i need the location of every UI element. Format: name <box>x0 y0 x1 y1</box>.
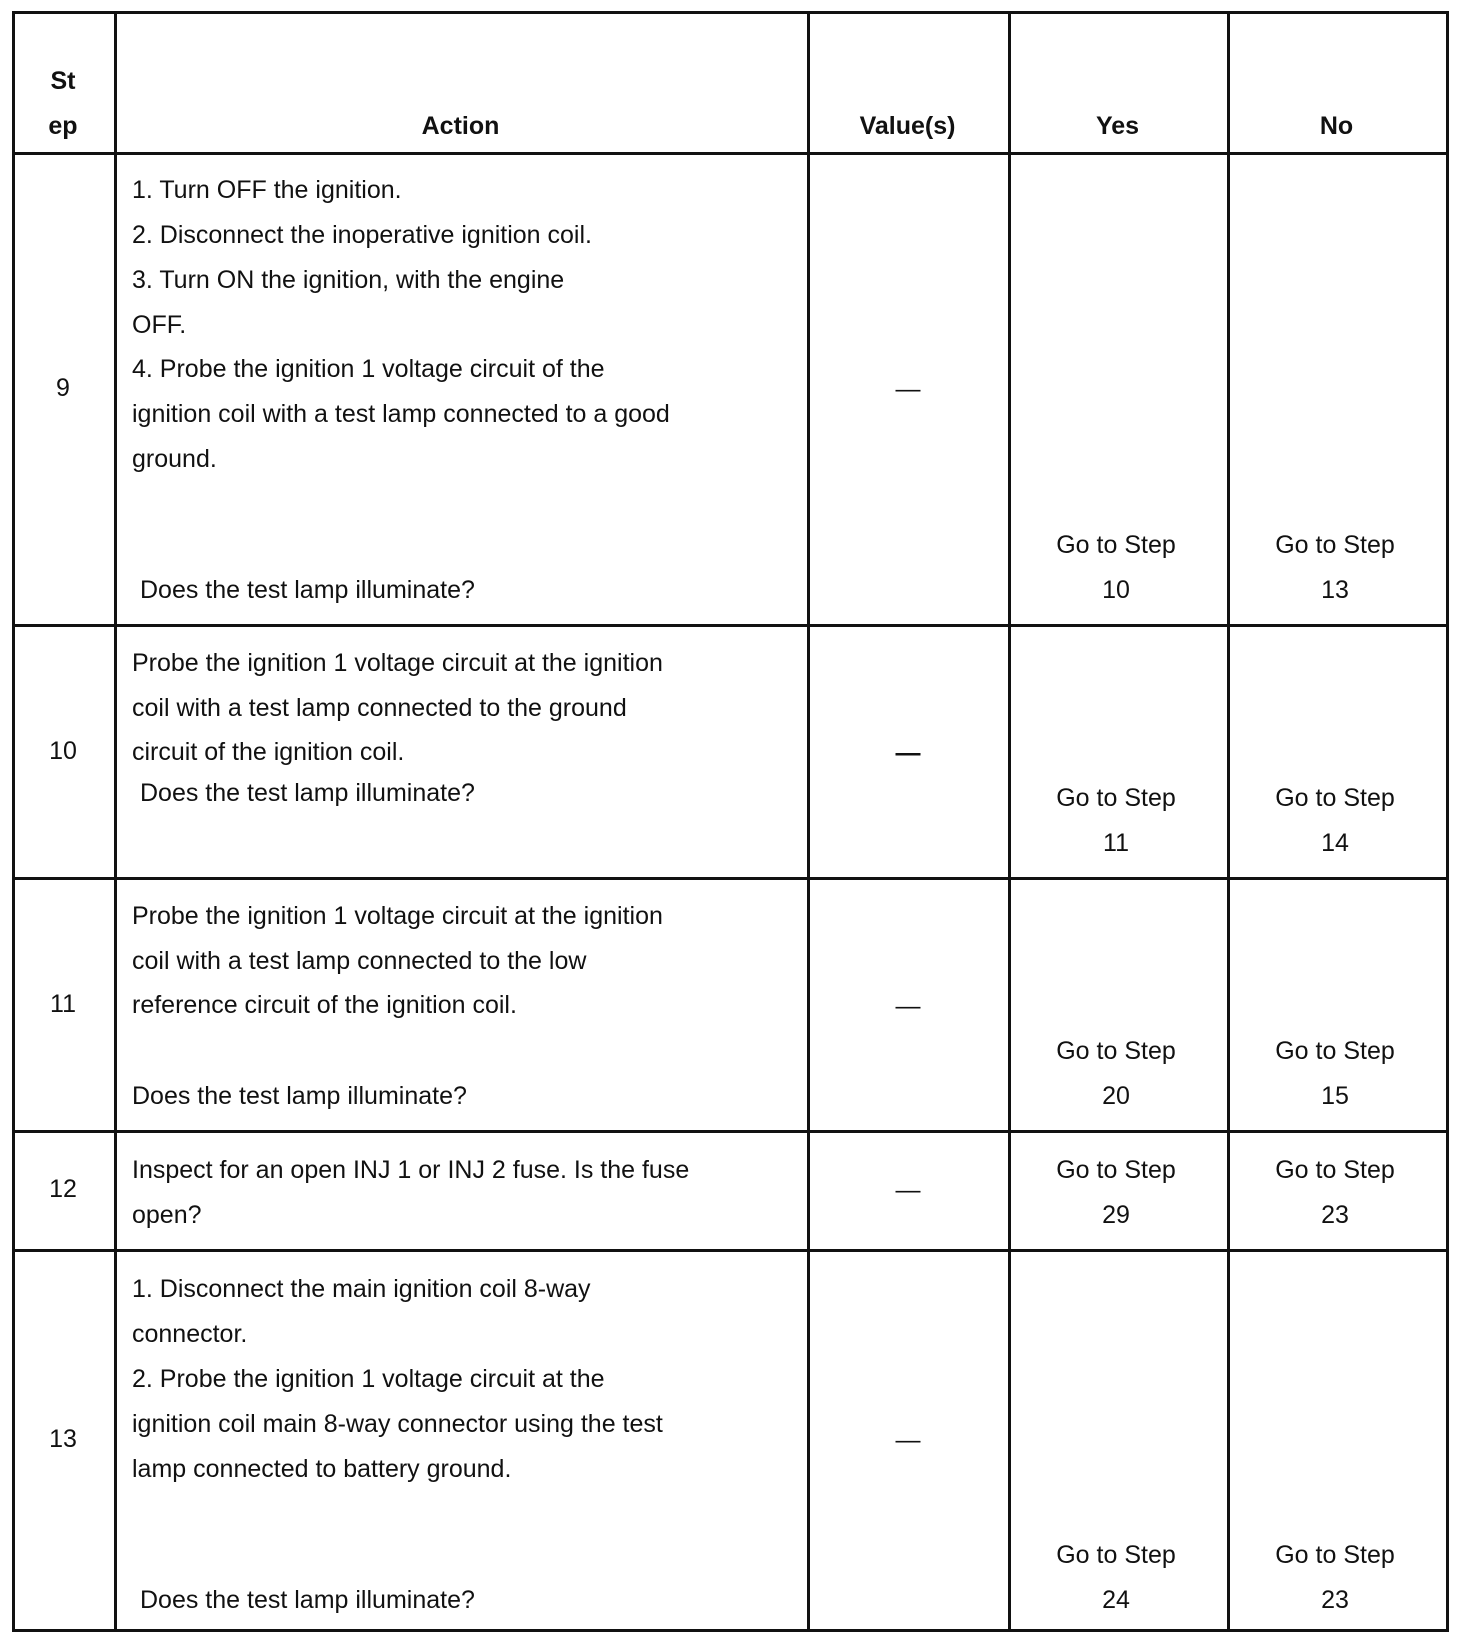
grid-line <box>12 1249 1449 1252</box>
yes-step-number: 24 <box>1102 1586 1130 1614</box>
action-line: ground. <box>132 445 217 473</box>
action-line: circuit of the ignition coil. <box>132 738 405 766</box>
yes-step-number: 20 <box>1102 1082 1130 1110</box>
no-step-number: 13 <box>1321 576 1349 604</box>
diagnostic-table <box>12 11 1449 1632</box>
step-number: 9 <box>56 374 70 402</box>
action-question: Does the test lamp illuminate? <box>140 576 475 604</box>
yes-go-to: Go to Step <box>1056 1037 1176 1065</box>
grid-line <box>12 11 15 1632</box>
action-line: Probe the ignition 1 voltage circuit at the ignition <box>132 649 663 677</box>
step-number: 11 <box>50 990 76 1018</box>
action-line: 1. Turn OFF the ignition. <box>132 176 402 204</box>
grid-line <box>12 877 1449 880</box>
step-number: 12 <box>49 1175 77 1203</box>
action-line: ignition coil main 8-way connector using the test <box>132 1410 663 1438</box>
action-question: Does the test lamp illuminate? <box>140 779 475 807</box>
grid-line <box>12 152 1449 155</box>
value-dash: — <box>895 1426 921 1454</box>
yes-go-to: Go to Step <box>1056 1156 1176 1184</box>
action-line: 2. Disconnect the inoperative ignition coil. <box>132 221 592 249</box>
no-go-to: Go to Step <box>1275 1037 1395 1065</box>
action-line: connector. <box>132 1320 248 1348</box>
action-line: coil with a test lamp connected to the low <box>132 947 587 975</box>
action-line: 3. Turn ON the ignition, with the engine <box>132 266 565 294</box>
yes-go-to: Go to Step <box>1056 784 1176 812</box>
header-action: Action <box>421 112 500 140</box>
yes-step-number: 10 <box>1102 576 1130 604</box>
header-values: Value(s) <box>859 112 956 140</box>
grid-line <box>12 1130 1449 1133</box>
action-line: 4. Probe the ignition 1 voltage circuit of the <box>132 355 605 383</box>
grid-line <box>1446 11 1449 1632</box>
grid-line <box>114 11 117 1632</box>
action-line: ignition coil with a test lamp connected to a good <box>132 400 670 428</box>
grid-line <box>12 11 1449 14</box>
action-question: Does the test lamp illuminate? <box>140 1586 475 1614</box>
action-line: OFF. <box>132 311 187 339</box>
value-dash: — <box>895 992 921 1020</box>
action-line: Probe the ignition 1 voltage circuit at the ignition <box>132 902 663 930</box>
yes-step-number: 29 <box>1102 1201 1130 1229</box>
grid-line <box>807 11 810 1632</box>
grid-line <box>12 1629 1449 1632</box>
no-go-to: Go to Step <box>1275 784 1395 812</box>
yes-step-number: 11 <box>1103 829 1129 857</box>
value-dash: — <box>895 1176 921 1204</box>
no-step-number: 23 <box>1321 1201 1349 1229</box>
step-number: 10 <box>49 737 77 765</box>
action-line: coil with a test lamp connected to the ground <box>132 694 627 722</box>
value-dash: — <box>895 739 921 767</box>
no-step-number: 23 <box>1321 1586 1349 1614</box>
header-step-line2: ep <box>48 112 78 140</box>
no-step-number: 14 <box>1321 829 1349 857</box>
no-go-to: Go to Step <box>1275 531 1395 559</box>
yes-go-to: Go to Step <box>1056 1541 1176 1569</box>
action-line: 2. Probe the ignition 1 voltage circuit at the <box>132 1365 605 1393</box>
value-dash: — <box>895 375 921 403</box>
action-line: lamp connected to battery ground. <box>132 1455 512 1483</box>
action-line: reference circuit of the ignition coil. <box>132 991 517 1019</box>
action-question: Does the test lamp illuminate? <box>132 1082 467 1110</box>
action-line: 1. Disconnect the main ignition coil 8-way <box>132 1275 591 1303</box>
header-yes: Yes <box>1095 112 1140 140</box>
no-go-to: Go to Step <box>1275 1541 1395 1569</box>
no-step-number: 15 <box>1321 1082 1349 1110</box>
header-no: No <box>1319 112 1354 140</box>
action-line: open? <box>132 1201 202 1229</box>
no-go-to: Go to Step <box>1275 1156 1395 1184</box>
action-line: Inspect for an open INJ 1 or INJ 2 fuse. Is the fuse <box>132 1156 690 1184</box>
yes-go-to: Go to Step <box>1056 531 1176 559</box>
grid-line <box>12 624 1449 627</box>
header-step-line1: St <box>50 67 76 95</box>
step-number: 13 <box>49 1425 77 1453</box>
